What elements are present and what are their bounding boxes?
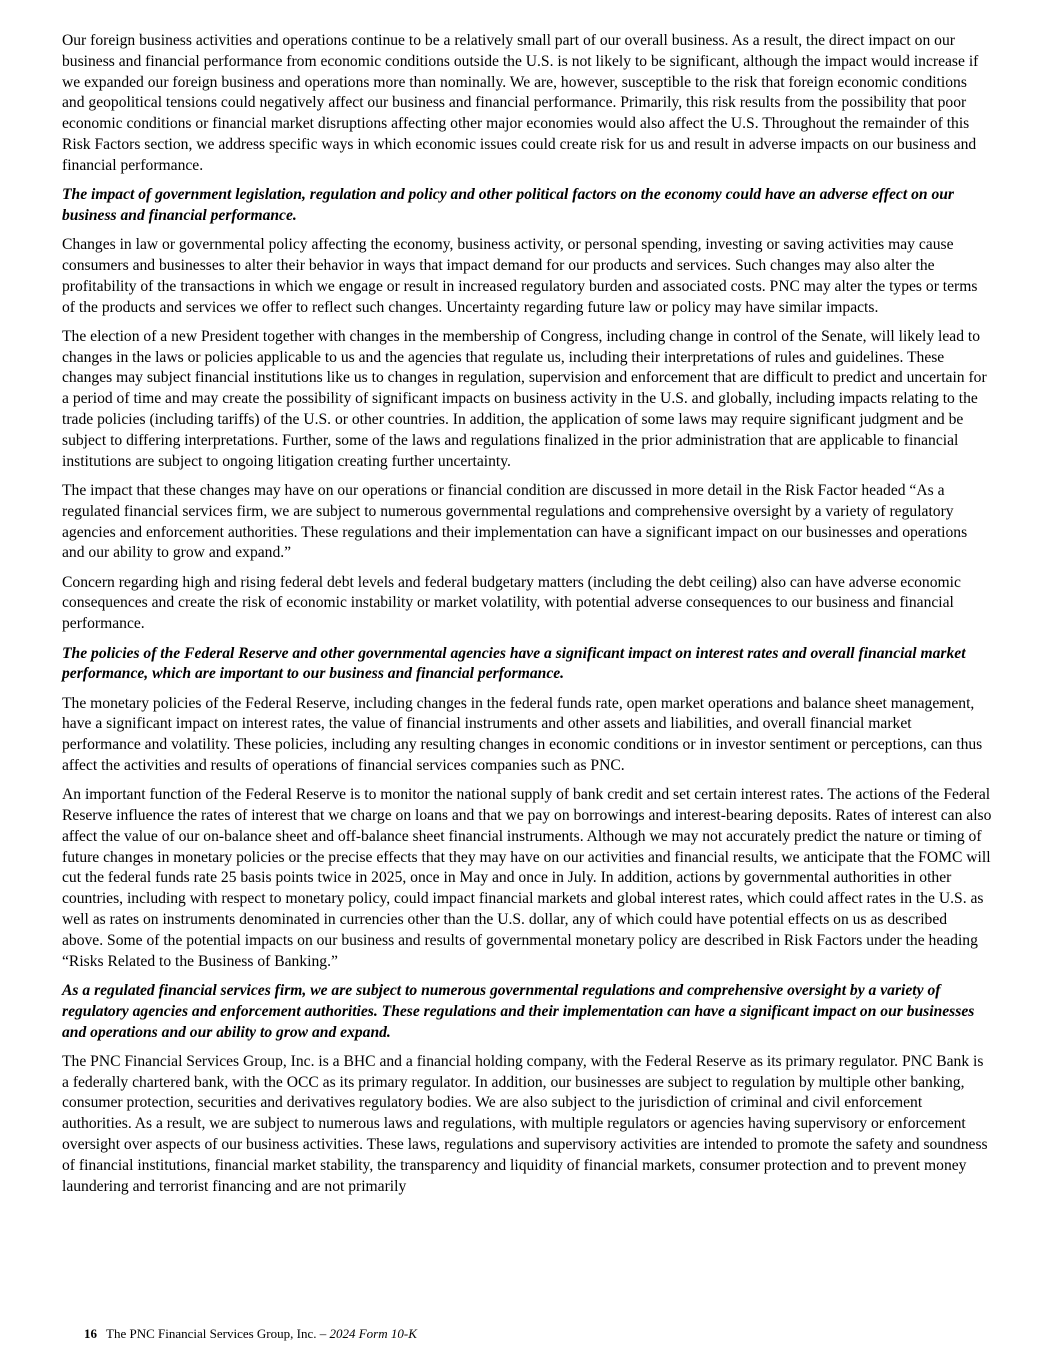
paragraph-federal-reserve-function: An important function of the Federal Reserve is to monitor the national supply of bank credit and set certain interest rates. The actions of the Federal Reserve influence the rates of interest that we charge on loans and that we pay on borrowings and interest-bearing deposits. Rates of interest can also affect the value of our on-balance sheet and off-balance sheet financial instruments. Although we may not accurately predict the nature or timing of future changes in monetary policies or the precise effects that they may have on our activities and financial results, we anticipate that the FOMC will cut the federal funds rate 25 basis points twice in 2025, once in May and once in July. In addition, actions by governmental authorities in other countries, including with respect to monetary policy, could impact financial markets and global interest rates, which could affect rates in the U.S. as well as rates on instruments denominated in currencies other than the U.S. dollar, any of which could have potential effects on us as described above. Some of the potential impacts on our business and results of governmental monetary policy are described in Risk Factors under the heading “Risks Related to the Business of Banking.” bbox=[62, 786, 992, 970]
heading-regulated-firm: As a regulated financial services firm, we are subject to numerous governmental regulations and comprehensive oversight by a variety of regulatory agencies and enforcement authorities. These regulations and their implementation can have a significant impact on our businesses and operations and our ability to grow and expand. bbox=[62, 981, 975, 1041]
paragraph-changes-in-law: Changes in law or governmental policy affecting the economy, business activity, or personal spending, investing or saving activities may cause consumers and businesses to alter their behavior in ways that impact demand for our products and services. Such changes may also alter the profitability of the transactions in which we engage or result in increased regulatory burden and associated costs. PNC may alter the types or terms of the products and services we offer to reflect such changes. Uncertainty regarding future law or policy may have similar impacts. bbox=[62, 236, 978, 316]
paragraph-monetary-policies: The monetary policies of the Federal Reserve, including changes in the federal funds rate, open market operations and balance sheet management, have a significant impact on interest rates, the value of financial instruments and other assets and liabilities, and overall financial market performance and volatility. These policies, including any resulting changes in economic conditions or in investor sentiment or perceptions, can thus affect the activities and results of operations of financial services companies such as PNC. bbox=[62, 694, 983, 774]
heading-federal-reserve-policies: The policies of the Federal Reserve and other governmental agencies have a significant impact on interest rates and overall financial market performance, which are important to our business and financial performance. bbox=[62, 644, 966, 683]
document-body bbox=[62, 31, 992, 1206]
heading-government-legislation: The impact of government legislation, regulation and policy and other political factors on the economy could have an adverse effect on our business and financial performance. bbox=[62, 186, 954, 224]
page-footer bbox=[62, 1326, 417, 1342]
footer-form: 2024 Form 10-K bbox=[329, 1326, 417, 1341]
paragraph-foreign-business: Our foreign business activities and operations continue to be a relatively small part of our overall business. As a result, the direct impact on our business and financial performance from economic conditions outside the U.S. is not likely to be significant, although the impact would increase if we expanded our foreign business and operations more than nominally. We are, however, susceptible to the risk that foreign economic conditions and geopolitical tensions could negatively affect our business and financial performance. Primarily, this risk results from the possibility that poor economic conditions or financial market disruptions affecting other major economies would also affect the U.S. Throughout the remainder of this Risk Factors section, we address specific ways in which economic issues could create risk for us and result in adverse impacts on our business and financial performance. bbox=[62, 32, 979, 174]
page-number: 16 bbox=[84, 1326, 97, 1341]
paragraph-pnc-regulation: The PNC Financial Services Group, Inc. is a BHC and a financial holding company, with the Federal Reserve as its primary regulator. PNC Bank is a federally chartered bank, with the OCC as its primary regulator. In addition, our businesses are subject to regulation by multiple other banking, consumer protection, securities and derivatives regulatory bodies. We are also subject to the jurisdiction of criminal and civil enforcement authorities. As a result, we are subject to numerous laws and regulations, with multiple regulators or agencies having supervisory or enforcement oversight over aspects of our business activities. These laws, regulations and supervisory activities are intended to promote the safety and soundness of financial institutions, financial market stability, the transparency and liquidity of financial markets, consumer protection and to prevent money laundering and terrorist financing and are not primarily bbox=[62, 1052, 988, 1195]
paragraph-federal-debt: Concern regarding high and rising federal debt levels and federal budgetary matters (including the debt ceiling) also can have adverse economic consequences and create the risk of economic instability or market volatility, with potential adverse consequences to our business and financial performance. bbox=[62, 573, 961, 633]
paragraph-election: The election of a new President together with changes in the membership of Congress, including change in control of the Senate, will likely lead to changes in the laws or policies applicable to us and the agencies that regulate us, including their interpretations of rules and guidelines. These changes may subject financial institutions like us to changes in regulation, supervision and enforcement that are difficult to predict and uncertain for a period of time and may create the possibility of significant impacts on business activity in the U.S. and globally, including impacts relating to the trade policies (including tariffs) of the U.S. or other countries. In addition, the application of some laws may require significant judgment and be subject to differing interpretations. Further, some of the laws and regulations finalized in the prior administration that are applicable to financial institutions are subject to ongoing litigation creating further uncertainty. bbox=[62, 327, 987, 470]
paragraph-impact-of-changes: The impact that these changes may have on our operations or financial condition are discussed in more detail in the Risk Factor headed “As a regulated financial services firm, we are subject to numerous governmental regulations and comprehensive oversight by a variety of regulatory agencies and enforcement authorities. These regulations and their implementation can have a significant impact on our businesses and operations and our ability to grow and expand.” bbox=[62, 481, 968, 562]
footer-company: The PNC Financial Services Group, Inc. – bbox=[106, 1326, 330, 1341]
